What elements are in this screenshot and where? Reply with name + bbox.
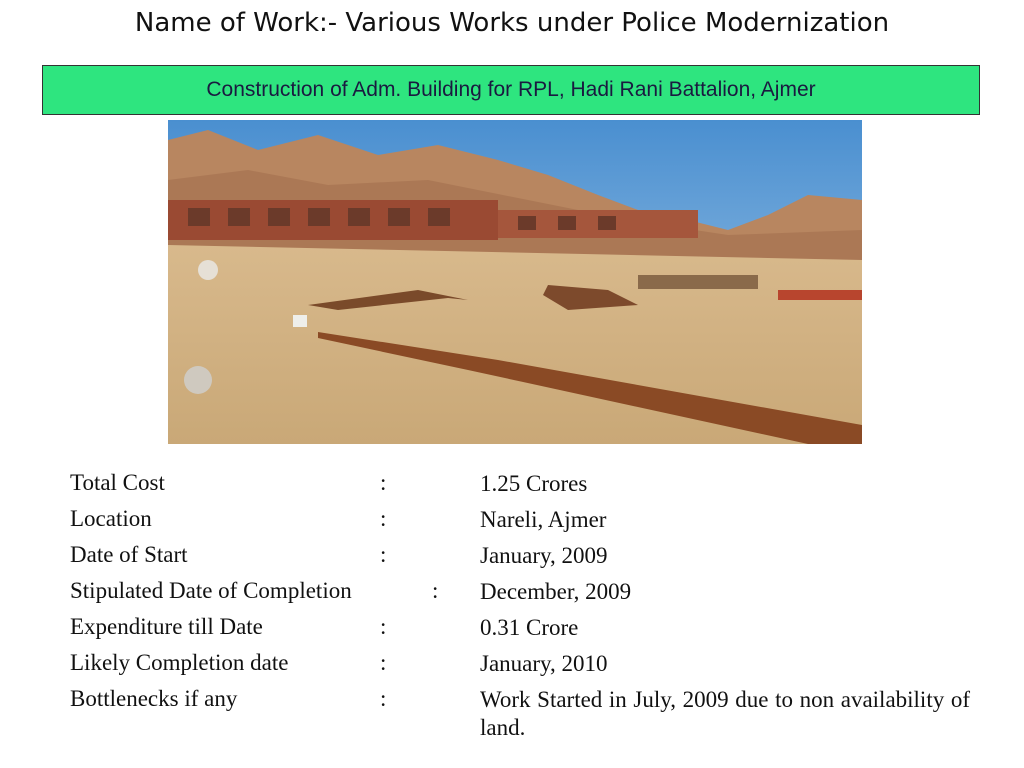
detail-value: December, 2009: [480, 579, 632, 604]
detail-label: Date of Start: [70, 542, 188, 567]
detail-row-stipulated-completion: [70, 578, 970, 614]
subtitle-banner: [42, 65, 980, 115]
page-title: Name of Work:- Various Works under Police Modernization: [134, 8, 890, 38]
detail-row-date-of-start: [70, 542, 970, 578]
detail-label: Stipulated Date of Completion: [70, 578, 352, 603]
subtitle-text: Construction of Adm. Building for RPL, Hadi Rani Battalion, Ajmer: [206, 78, 816, 101]
detail-colon: :: [380, 470, 387, 495]
detail-row-expenditure: [70, 614, 970, 650]
detail-colon: :: [380, 506, 387, 531]
detail-colon: :: [380, 686, 387, 711]
construction-site-photo: [168, 120, 862, 444]
detail-colon: :: [380, 614, 387, 639]
work-details: [70, 470, 970, 740]
detail-row-bottlenecks: [70, 686, 970, 740]
detail-label: Bottlenecks if any: [70, 686, 238, 711]
detail-row-likely-completion: [70, 650, 970, 686]
detail-value: January, 2009: [480, 543, 608, 568]
detail-label: Total Cost: [70, 470, 165, 495]
detail-label: Likely Completion date: [70, 650, 289, 675]
detail-label: Expenditure till Date: [70, 614, 263, 639]
detail-row-total-cost: [70, 470, 970, 506]
detail-colon: :: [432, 578, 439, 603]
detail-value: 1.25 Crores: [480, 471, 588, 496]
detail-label: Location: [70, 506, 152, 531]
detail-value: Nareli, Ajmer: [480, 507, 607, 532]
detail-value: Work Started in July, 2009 due to non availability of land.: [480, 687, 970, 740]
detail-colon: :: [380, 542, 387, 567]
detail-value: January, 2010: [480, 651, 608, 676]
detail-row-location: [70, 506, 970, 542]
detail-value: 0.31 Crore: [480, 615, 579, 640]
detail-colon: :: [380, 650, 387, 675]
